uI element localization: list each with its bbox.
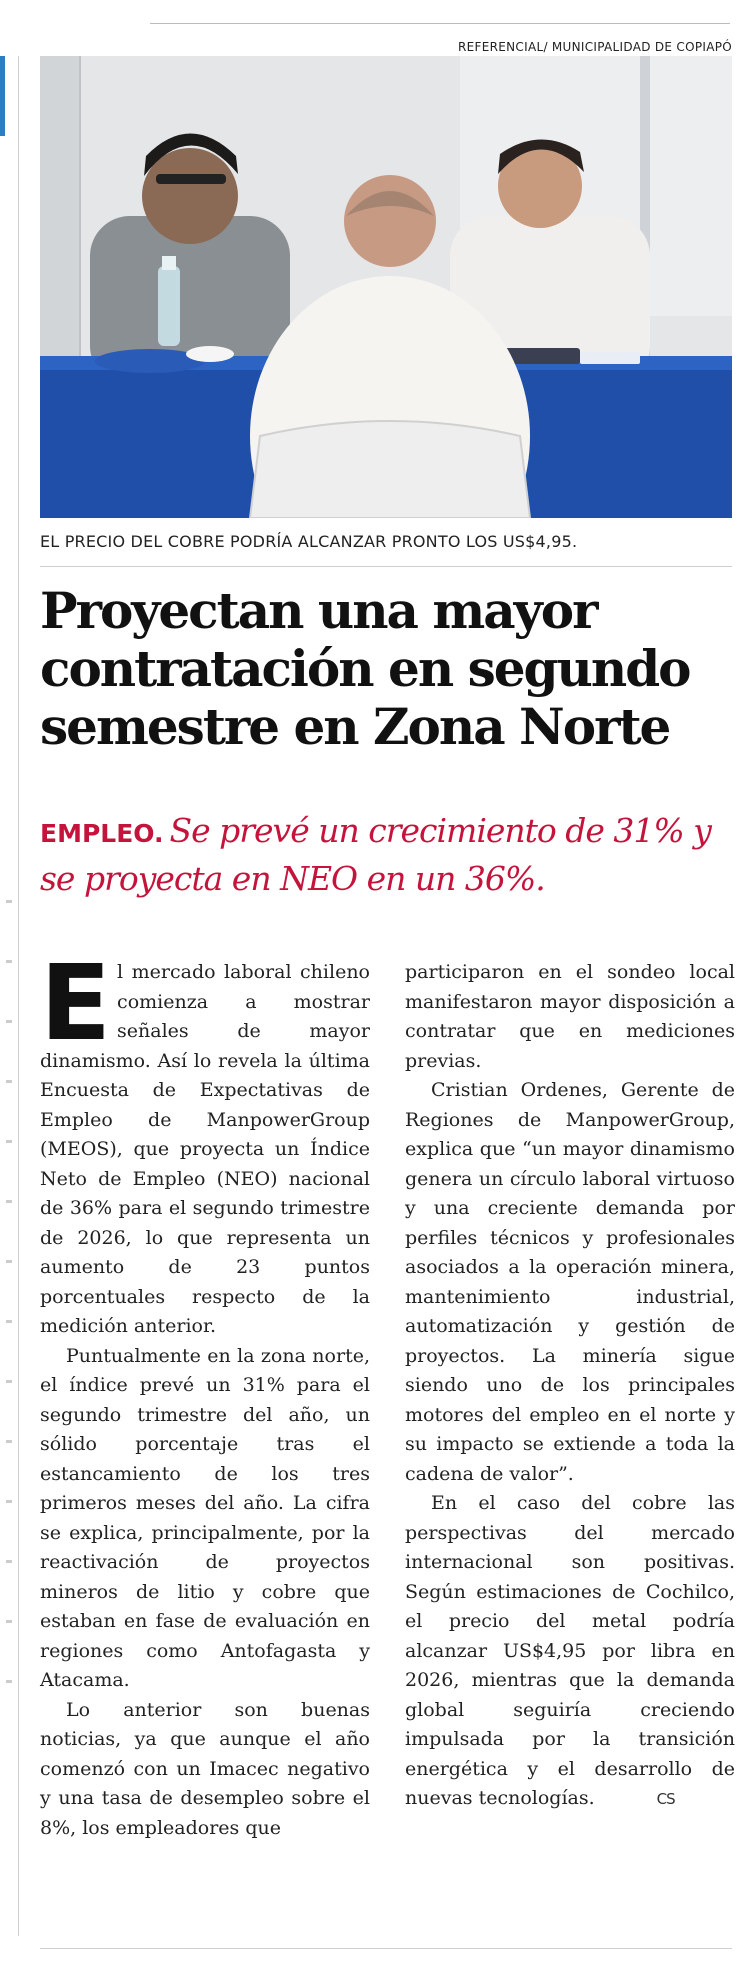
drop-cap: E [40, 942, 112, 1064]
paragraph: Lo anterior son buenas noticias, ya que aunque el año comenzó con un Imacec negativo y una tasa de desempleo sobre el 8%, los empleadores que [40, 1698, 370, 1839]
job-fair-photo-image [40, 56, 732, 518]
kicker-text: Se prevé un crecimiento de 31% y se proyecta en NEO en un 36%. [40, 811, 711, 898]
left-accent-bar [0, 56, 5, 136]
section-tag: EMPLEO. [40, 819, 164, 848]
adjacent-column-remnant [6, 900, 12, 1700]
paragraph: participaron en el sondeo local manifestaron mayor disposición a contratar que en mediciones previas. [405, 961, 735, 1072]
column-divider [18, 56, 19, 1936]
top-rule [150, 0, 730, 24]
paragraph: Cristian Ordenes, Gerente de Regiones de ManpowerGroup, explica que “un mayor dinamismo genera un círculo laboral virtuoso y una creciente demanda por perfiles técnicos y profesionales asociados a la operación minera, mantenimiento industrial, automatización y gestión de proyectos. La minería sigue siendo uno de los principales motores del empleo en el norte y su impacto se extiende a toda la cadena de valor”. [405, 1079, 735, 1485]
article-column-left [40, 942, 370, 1843]
paragraph: El mercado laboral chileno comienza a mostrar señales de mayor dinamismo. Así lo revela la última Encuesta de Expectativas de Empleo de ManpowerGroup (MEOS), que proyecta un Índice Neto de Empleo (NEO) nacional de 36% para el segundo trimestre de 2026, lo que representa un aumento de 23 puntos porcentuales respecto de la medición anterior. [40, 942, 370, 1337]
paragraph: Puntualmente en la zona norte, el índice prevé un 31% para el segundo trimestre del año, un sólido porcentaje tras el estancamiento de los tres primeros meses del año. La cifra se explica, principalmente, por la reactivación de proyectos mineros de litio y cobre que estaban en fase de evaluación en regiones como Antofagasta y Atacama. [40, 1344, 370, 1691]
photo-credit: REFERENCIAL/ MUNICIPALIDAD DE COPIAPÓ [458, 40, 732, 54]
bottom-rule [40, 1948, 732, 1949]
paragraph: En el caso del cobre las perspectivas del mercado internacional son positivas. Según estimaciones de Cochilco, el precio del metal podría alcanzar US$4,95 por libra en 2026, mientras que la demanda global seguiría creciendo impulsada por la transición energética y el desarrollo de nuevas tecnologías. CS [405, 1489, 735, 1815]
headline: Proyectan una mayor contratación en segundo semestre en Zona Norte [40, 581, 690, 756]
article-column-right [405, 958, 735, 1815]
kicker [40, 808, 740, 901]
photo-caption: EL PRECIO DEL COBRE PODRÍA ALCANZAR PRONTO LOS US$4,95. [40, 532, 578, 551]
end-mark-icon: CS [656, 1790, 675, 1808]
article-photo [40, 56, 732, 518]
caption-separator [40, 566, 732, 567]
